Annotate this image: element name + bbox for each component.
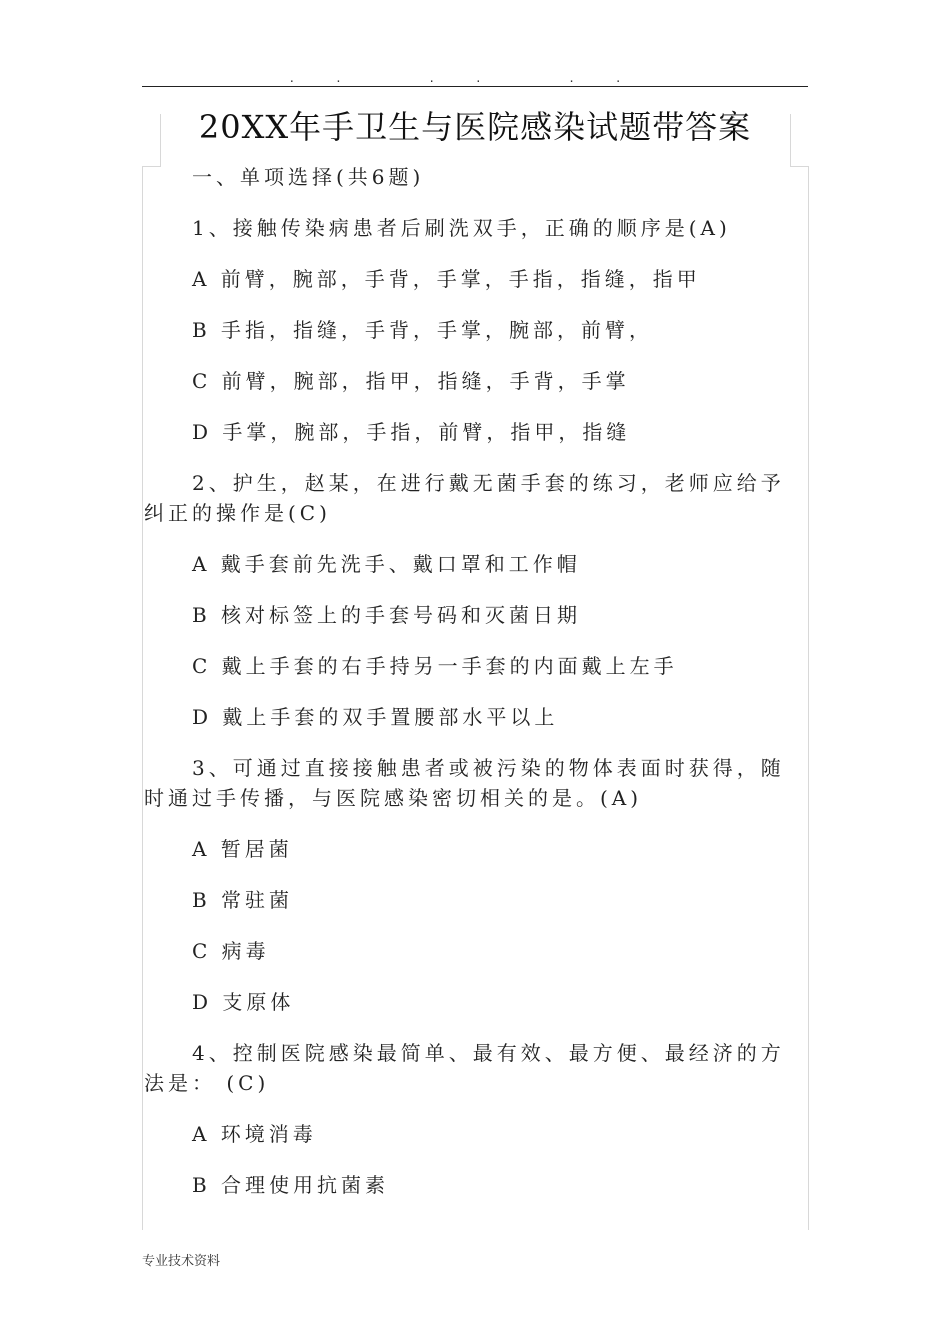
question-option: C 病毒 [192, 939, 270, 963]
question-stem-continued: 时通过手传播，与医院感染密切相关的是。(A) [144, 786, 643, 810]
question-stem: 4、控制医院感染最简单、最有效、最方便、最经济的方 [192, 1041, 785, 1065]
question-option: B 合理使用抗菌素 [192, 1173, 390, 1197]
frame-line [142, 166, 143, 1230]
page-title: 20XX年手卫生与医院感染试题带答案 [198, 108, 752, 146]
question-stem-continued: 纠正的操作是(C) [144, 501, 331, 525]
question-stem: 1、接触传染病患者后刷洗双手，正确的顺序是(A) [192, 216, 731, 240]
header-rule [142, 86, 808, 87]
document-body [144, 162, 802, 1200]
question-stem-continued: 法是： (C) [144, 1071, 270, 1095]
question-option: C 前臂，腕部，指甲，指缝，手背，手掌 [192, 369, 630, 393]
question-option: D 支原体 [192, 990, 295, 1014]
question-option: A 戴手套前先洗手、戴口罩和工作帽 [192, 552, 581, 576]
question-option: C 戴上手套的右手持另一手套的内面戴上左手 [192, 654, 678, 678]
question-option: D 手掌，腕部，手指，前臂，指甲，指缝 [192, 420, 631, 444]
frame-line [808, 166, 809, 1230]
question-stem: 2、护生，赵某，在进行戴无菌手套的练习，老师应给予 [192, 471, 785, 495]
question-option: B 核对标签上的手套号码和灭菌日期 [192, 603, 582, 627]
question-stem: 3、可通过直接接触患者或被污染的物体表面时获得，随 [192, 756, 785, 780]
footer-label: 专业技术资料 [142, 1254, 221, 1269]
question-option: D 戴上手套的双手置腰部水平以上 [192, 705, 559, 729]
question-option: B 常驻菌 [192, 888, 294, 912]
question-option: A 暂居菌 [192, 837, 293, 861]
header-dots: .. .. .. [288, 72, 662, 85]
question-option: A 环境消毒 [192, 1122, 317, 1146]
section-heading: 一、单项选择(共6题) [192, 165, 425, 189]
question-option: B 手指，指缝，手背，手掌，腕部，前臂， [192, 318, 654, 342]
question-option: A 前臂，腕部，手背，手掌，手指，指缝，指甲 [192, 267, 701, 291]
